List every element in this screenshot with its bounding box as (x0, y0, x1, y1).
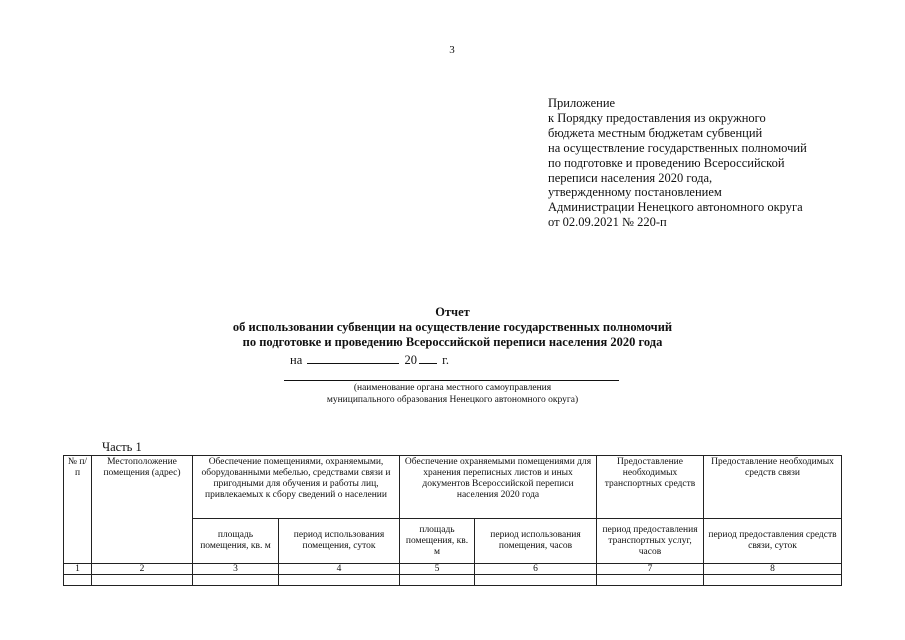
column-number: 4 (279, 564, 400, 575)
subheader-period-hours: период использования помещения, часов (475, 519, 597, 564)
appendix-line: на осуществление государственных полномочий (548, 140, 807, 155)
title-line-2: об использовании субвенции на осуществление государственных полномочий (232, 320, 673, 334)
table-cell (193, 575, 279, 586)
appendix-line: утвержденному постановлением (548, 185, 722, 200)
page-number: 3 (449, 44, 455, 56)
subheader-transport-period: период предоставления транспортных услуг, часов (597, 519, 704, 564)
report-date-line (290, 352, 620, 368)
table-cell (704, 575, 842, 586)
table-header-row (64, 456, 842, 519)
header-num: № п/п (64, 456, 92, 564)
part-label: Часть 1 (102, 440, 142, 454)
header-location: Местоположение помещения (адрес) (92, 456, 193, 564)
column-number: 6 (475, 564, 597, 575)
report-title (130, 305, 775, 350)
appendix-block (548, 96, 868, 230)
column-number: 8 (704, 564, 842, 575)
table-cell (475, 575, 597, 586)
subheader-comm-period: период предоставления средств связи, суток (704, 519, 842, 564)
column-number-row (64, 564, 842, 575)
table-cell (597, 575, 704, 586)
date-year-blank (419, 352, 437, 364)
org-caption-line-1: (наименование органа местного самоуправления (353, 383, 552, 393)
subheader-area-1: площадь помещения, кв. м (193, 519, 279, 564)
subheader-area-2: площадь помещения, кв. м (400, 519, 475, 564)
appendix-line: по подготовке и проведению Всероссийской (548, 155, 785, 170)
header-premises-group: Обеспечение помещениями, охраняемыми, оборудованными мебелью, средствами связи и пригодными для обучения и работы лиц, привлекаемых к сбору сведений о населении (193, 456, 400, 519)
org-caption-line-2: муниципального образования Ненецкого автономного округа) (326, 395, 579, 405)
appendix-line: Приложение (548, 96, 616, 110)
appendix-line: переписи населения 2020 года, (548, 170, 713, 185)
report-table (63, 455, 842, 586)
column-number: 5 (400, 564, 475, 575)
title-line-3: по подготовке и проведению Всероссийской переписи населения 2020 года (242, 335, 663, 349)
table-cell (400, 575, 475, 586)
column-number: 1 (64, 564, 92, 575)
column-number: 7 (597, 564, 704, 575)
appendix-line: от 02.09.2021 № 220-п (548, 215, 667, 230)
date-prefix: на (290, 353, 303, 367)
column-number: 3 (193, 564, 279, 575)
title-line-1: Отчет (435, 305, 470, 319)
table-cell (92, 575, 193, 586)
header-transport-group: Предоставление необходимых транспортных средств (597, 456, 704, 519)
org-name-underline (284, 380, 619, 381)
header-storage-group: Обеспечение охраняемыми помещениями для хранения переписных листов и иных документов Всероссийской переписи населения 2020 года (400, 456, 597, 519)
appendix-line: к Порядку предоставления из окружного (548, 110, 766, 125)
appendix-line: Администрации Ненецкого автономного округа (548, 200, 803, 215)
table-cell (64, 575, 92, 586)
appendix-line: бюджета местным бюджетам субвенций (548, 125, 763, 140)
table-cell (279, 575, 400, 586)
date-suffix: г. (442, 353, 449, 367)
date-day-month-blank (307, 352, 399, 364)
org-name-caption (260, 382, 645, 406)
date-year-prefix: 20 (404, 353, 417, 367)
header-comm-group: Предоставление необходимых средств связи (704, 456, 842, 519)
table-row (64, 575, 842, 586)
subheader-period-days: период использования помещения, суток (279, 519, 400, 564)
column-number: 2 (92, 564, 193, 575)
